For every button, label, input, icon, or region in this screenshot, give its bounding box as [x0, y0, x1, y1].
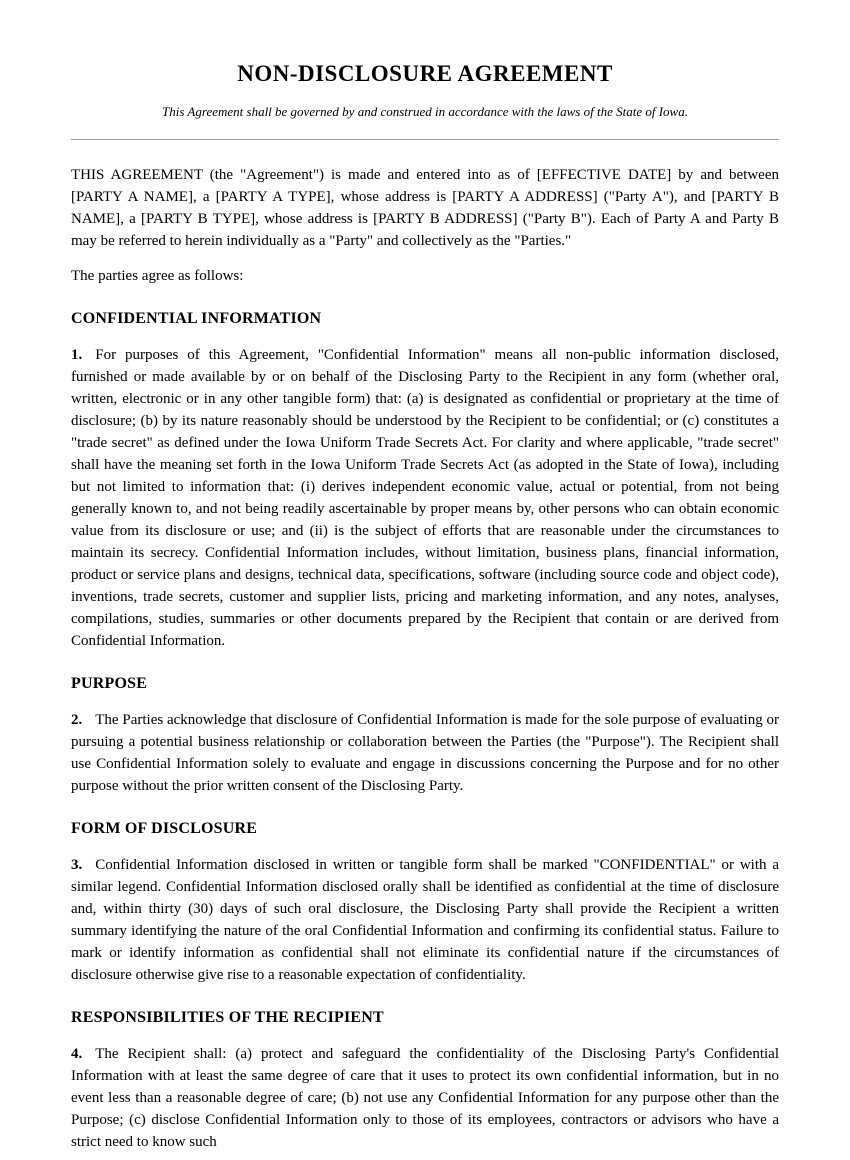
clause-number: 3.: [71, 857, 83, 873]
section-heading-form-of-disclosure: FORM OF DISCLOSURE: [71, 820, 258, 837]
clause-paragraph-1: [71, 344, 779, 652]
governing-law-note: This Agreement shall be governed by and construed in accordance with the laws of the State of Iowa.: [162, 104, 688, 119]
clause-paragraph-3: [71, 854, 779, 986]
clause-text: Confidential Information disclosed in written or tangible form shall be marked "CONFIDENTIAL" or with a similar legend. Confidential Information disclosed orally shall be identified as confidential at the time of disclosure and, within thirty (30) days of such oral disclosure, the Disclosing Party shall provide the Recipient a written summary identifying the nature of the oral Confidential Information and confirming its confidential status. Failure to mark or identify information as confidential shall not eliminate its confidential nature if the circumstances of disclosure otherwise give rise to a reasonable expectation of confidentiality.: [71, 857, 779, 983]
clause-text: The Recipient shall: (a) protect and safeguard the confidentiality of the Disclosing Party's Confidential Information with at least the same degree of care that it uses to protect its own confidential information, but in no event less than a reasonable degree of care; (b) not use any Confidential Information for any purpose other than the Purpose; (c) disclose Confidential Information only to those of its employees, contractors or advisors who have a strict need to know such: [71, 1046, 779, 1150]
section-heading-responsibilities-of-the-recipient: RESPONSIBILITIES OF THE RECIPIENT: [71, 1009, 384, 1026]
section-heading-purpose: PURPOSE: [71, 675, 148, 692]
document-title: NON-DISCLOSURE AGREEMENT: [237, 61, 613, 86]
clause-paragraph-2: [71, 709, 779, 797]
recital-paragraph: The parties agree as follows:: [71, 268, 244, 284]
clause-number: 1.: [71, 347, 83, 363]
clause-number: 2.: [71, 712, 83, 728]
preamble-paragraph: THIS AGREEMENT (the "Agreement") is made and entered into as of [EFFECTIVE DATE] by and between [PARTY A NAME], a [PARTY A TYPE], whose address is [PARTY A ADDRESS] ("Party A"), and [PARTY B NAME], a [PARTY B TYPE], whose address is [PARTY B ADDRESS] ("Party B"). Each of Party A and Party B may be referred to herein individually as a "Party" and collectively as the "Parties.": [71, 167, 779, 249]
clause-paragraph-4: [71, 1043, 779, 1153]
clause-text: The Parties acknowledge that disclosure of Confidential Information is made for the sole purpose of evaluating or pursuing a potential business relationship or collaboration between the Parties (the "Purpose"). The Recipient shall use Confidential Information solely to evaluate and engage in discussions concerning the Purpose and for no other purpose without the prior written consent of the Disclosing Party.: [71, 712, 779, 794]
section-heading-confidential-information: CONFIDENTIAL INFORMATION: [71, 310, 322, 327]
clause-number: 4.: [71, 1046, 83, 1062]
clause-text: For purposes of this Agreement, "Confidential Information" means all non-public information disclosed, furnished or made available by or on behalf of the Disclosing Party to the Recipient in any form (whether oral, written, electronic or in any other tangible form) that: (a) is designated as confidential or proprietary at the time of disclosure; (b) by its nature reasonably should be understood by the Recipient to be confidential; or (c) constitutes a "trade secret" as defined under the Iowa Uniform Trade Secrets Act. For clarity and where applicable, "trade secret" shall have the meaning set forth in the Iowa Uniform Trade Secrets Act (as adopted in the State of Iowa), including but not limited to information that: (i) derives independent economic value, actual or potential, from not being generally known to, and not being readily ascertainable by proper means by, other persons who can obtain economic value from its disclosure or use; and (ii) is the subject of efforts that are reasonable under the circumstances to maintain its secrecy. Confidential Information includes, without limitation, business plans, financial information, product or service plans and designs, technical data, specifications, software (including source code and object code), inventions, trade secrets, customer and supplier lists, pricing and marketing information, and any notes, analyses, compilations, studies, summaries or other documents prepared by the Recipient that contain or are derived from Confidential Information.: [71, 347, 779, 649]
document-page: [71, 60, 779, 1153]
title-divider: [71, 139, 779, 140]
